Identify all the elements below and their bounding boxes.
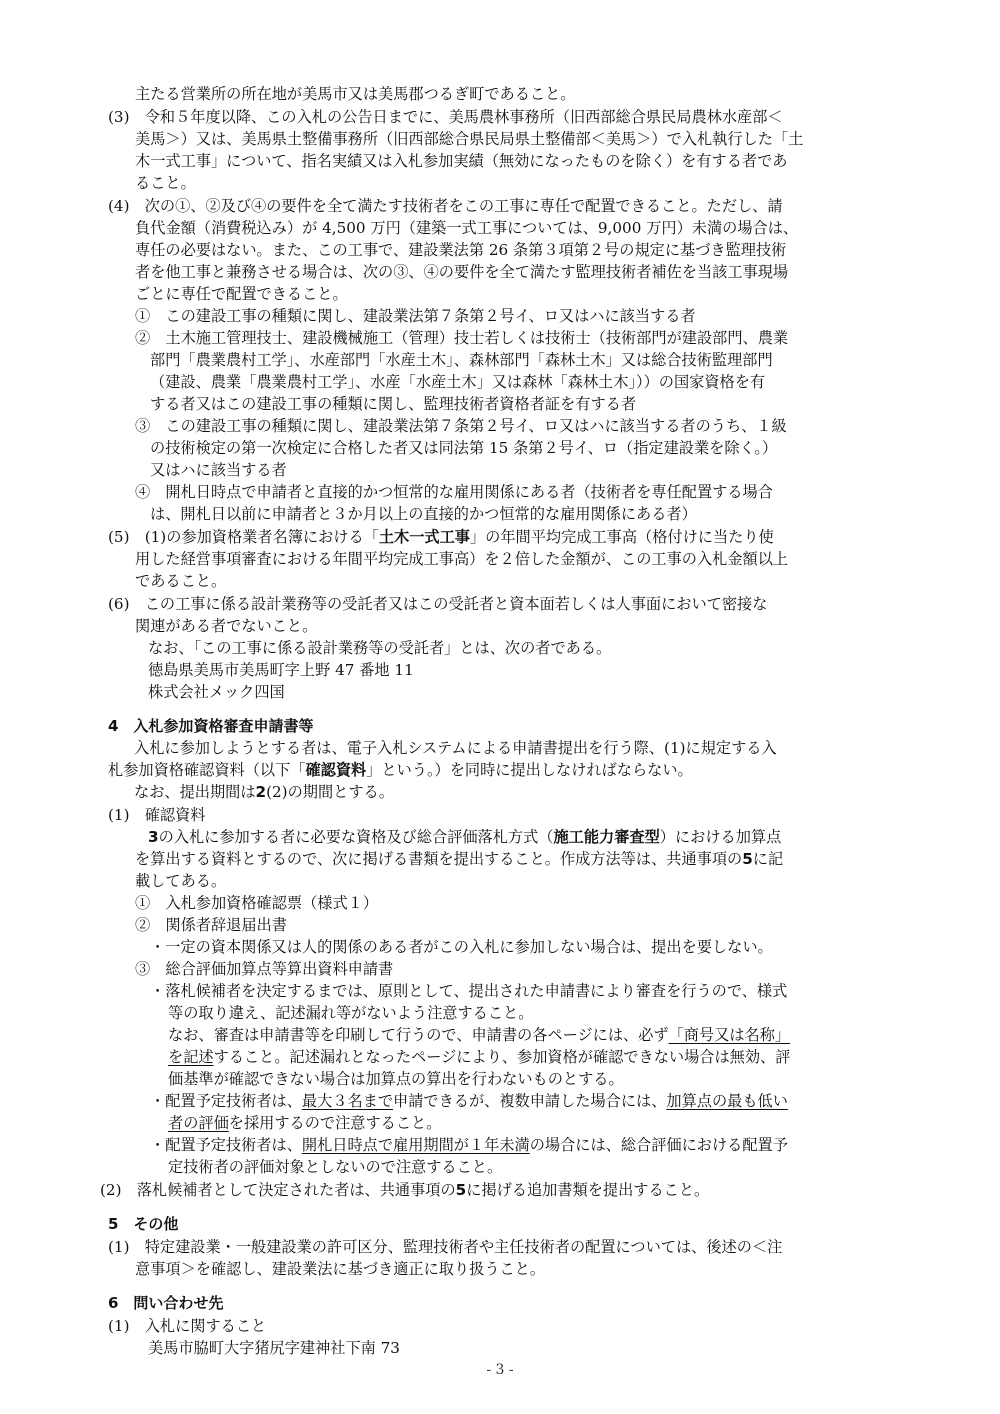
text-segment: 」という。）を同時に提出しなければならない。 xyxy=(366,761,693,779)
text-segment: 札参加資格確認資料（以下「 xyxy=(108,761,306,779)
text-segment: なお、「この工事に係る設計業務等の受託者」とは、次の者である。 xyxy=(148,639,612,657)
text-segment: に記 xyxy=(752,850,784,868)
text-segment: ること。 xyxy=(135,174,196,192)
text-line xyxy=(150,503,697,525)
text-segment: 意事項＞を確認し、建設業法に基づき適正に取り扱うこと。 xyxy=(135,1260,546,1278)
text-line xyxy=(135,83,575,105)
text-segment: (1) 入札に関すること xyxy=(108,1317,267,1335)
text-segment: 株式会社メック四国 xyxy=(148,683,285,701)
text-line xyxy=(150,459,287,481)
text-line xyxy=(148,637,611,659)
text-segment: (1) 確認資料 xyxy=(108,806,206,824)
text-segment: ・配置予定技術者は、 xyxy=(150,1136,302,1154)
section-heading xyxy=(108,715,313,737)
text-segment: なお、審査は申請書等を印刷して行うので、申請書の各ページには、必ず xyxy=(168,1026,669,1044)
text-segment: する者又はこの建設工事の種類に関し、監理技術者資格者証を有する者 xyxy=(150,395,636,413)
text-line xyxy=(108,593,767,615)
text-line xyxy=(168,1112,441,1134)
text-line xyxy=(135,128,803,150)
text-line xyxy=(108,804,205,826)
text-line xyxy=(135,481,773,503)
text-segment: (6) この工事に係る設計業務等の受託者又はこの受託者と資本面若しくは人事面において密接な xyxy=(108,595,768,613)
text-segment: を算出する資料とするので、次に掲げる書類を提出すること。作成方法等は、共通事項の xyxy=(135,850,743,868)
text-segment: ① この建設工事の種類に関し、建設業法第７条第２号イ、ロ又はハに該当する者 xyxy=(135,307,696,325)
text-segment: ③ この建設工事の種類に関し、建設業法第７条第２号イ、ロ又はハに該当する者のうち、１級 xyxy=(135,417,787,435)
text-segment: ② 土木施工管理技士、建設機械施工（管理）技士若しくは技術士（技術部門が建設部門、農業 xyxy=(135,329,789,347)
text-segment: を採用するので注意すること。 xyxy=(228,1114,442,1132)
text-segment: の技術検定の第一次検定に合格した者又は同法第 15 条第２号イ、ロ（指定建設業を除く。） xyxy=(150,439,778,457)
bold-text: 確認資料 xyxy=(305,761,367,779)
text-segment: (2) 落札候補者として決定された者は、共通事項の xyxy=(100,1181,456,1199)
text-segment: (2)の期間とする。 xyxy=(266,783,394,801)
text-segment: 4 入札参加資格審査申請書等 xyxy=(108,717,314,735)
text-line xyxy=(135,1258,545,1280)
text-line xyxy=(134,737,777,759)
text-line xyxy=(168,1068,624,1090)
text-line xyxy=(108,526,774,548)
text-line xyxy=(135,548,788,570)
text-line xyxy=(135,150,787,172)
text-line xyxy=(135,958,393,980)
text-segment: 5 その他 xyxy=(108,1215,179,1233)
text-segment: 等の取り違え、記述漏れ等がないよう注意すること。 xyxy=(168,1004,534,1022)
text-line xyxy=(148,1337,400,1359)
text-segment: 部門「農業農村工学」、水産部門「水産土木」、森林部門「森林土木」又は総合技術監理部門 xyxy=(150,351,773,369)
underlined-text: 「商号又は名称」 xyxy=(668,1026,791,1044)
text-line xyxy=(108,106,783,128)
bold-text: 土木一式工事 xyxy=(378,528,470,546)
text-line xyxy=(108,759,693,781)
text-line xyxy=(135,172,196,194)
text-line xyxy=(148,659,414,681)
text-line xyxy=(150,349,773,371)
underlined-text: 開札日時点で雇用期間が１年未満 xyxy=(301,1136,530,1154)
text-line xyxy=(148,681,285,703)
underlined-text: 加算点の最も低い xyxy=(666,1092,788,1110)
text-segment: ・配置予定技術者は、 xyxy=(150,1092,302,1110)
text-line xyxy=(100,1179,709,1201)
text-segment: (4) 次の①、②及び④の要件を全て満たす技術者をこの工事に専任で配置できること。ただし、請 xyxy=(108,197,783,215)
text-line xyxy=(135,283,348,305)
text-segment: に掲げる追加書類を提出すること。 xyxy=(466,1181,710,1199)
text-segment: の入札に参加する者に必要な資格及び総合評価落札方式（ xyxy=(158,828,554,846)
text-segment: 美馬市脇町大字猪尻字建神社下南 73 xyxy=(148,1339,400,1357)
text-segment: ）における加算点 xyxy=(659,828,782,846)
text-line xyxy=(135,615,317,637)
underlined-text: 最大３名まで xyxy=(301,1092,393,1110)
text-line xyxy=(135,415,787,437)
text-segment: 申請できるが、複数申請した場合には、 xyxy=(393,1092,667,1110)
page-number: - 3 - xyxy=(486,1362,514,1378)
text-segment: 負代金額（消費税込み）が 4,500 万円（建築一式工事については、9,000 万円）未満の場合は、 xyxy=(135,219,799,237)
text-line xyxy=(135,848,783,870)
text-segment: (1) 特定建設業・一般建設業の許可区分、監理技術者や主任技術者の配置については、後述の＜注 xyxy=(108,1238,783,1256)
text-line xyxy=(150,1134,788,1156)
text-line xyxy=(135,305,696,327)
underlined-text: 者の評価 xyxy=(168,1114,229,1132)
text-segment: (3) 令和５年度以降、この入札の公告日までに、美馬農林事務所（旧西部総合県民局農林水産部＜ xyxy=(108,108,783,126)
text-line xyxy=(108,1236,782,1258)
text-segment: 用した経営事項審査における年間平均完成工事高）を２倍した金額が、この工事の入札金額以上 xyxy=(135,550,789,568)
bold-text: 5 xyxy=(742,850,753,868)
text-segment: 」の年間平均完成工事高（格付けに当たり使 xyxy=(469,528,774,546)
text-line xyxy=(135,327,788,349)
text-line xyxy=(108,1315,266,1337)
text-segment: 関連がある者でないこと。 xyxy=(135,617,318,635)
text-line xyxy=(168,1046,790,1068)
text-line xyxy=(150,437,777,459)
text-segment: 木一式工事」について、指名実績又は入札参加実績（無効になったものを除く）を有する者であ xyxy=(135,152,788,170)
text-segment: 又はハに該当する者 xyxy=(150,461,287,479)
text-segment: ・一定の資本関係又は人的関係のある者がこの入札に参加しない場合は、提出を要しない。 xyxy=(150,938,773,956)
text-line xyxy=(135,914,287,936)
text-line xyxy=(135,892,378,914)
text-line xyxy=(150,393,636,415)
underlined-text: を記述 xyxy=(168,1048,214,1066)
text-segment: 専任の必要はない。また、この工事で、建設業法第 26 条第３項第２号の規定に基づき監理技術 xyxy=(135,241,787,259)
text-segment: ごとに専任で配置できること。 xyxy=(135,285,348,303)
text-segment: 主たる営業所の所在地が美馬市又は美馬郡つるぎ町であること。 xyxy=(135,85,576,103)
text-segment: 者を他工事と兼務させる場合は、次の③、④の要件を全て満たす監理技術者補佐を当該工事現場 xyxy=(135,263,789,281)
text-segment: であること。 xyxy=(135,572,227,590)
bold-text: 5 xyxy=(455,1181,467,1199)
bold-text: 2 xyxy=(255,783,267,801)
bold-text: 3 xyxy=(148,828,159,846)
text-segment: 徳島県美馬市美馬町字上野 47 番地 11 xyxy=(148,661,414,679)
text-line xyxy=(150,1090,788,1112)
text-segment: の場合には、総合評価における配置予 xyxy=(529,1136,788,1154)
text-line xyxy=(150,371,765,393)
text-segment: 定技術者の評価対象としないので注意すること。 xyxy=(168,1158,503,1176)
text-segment: ② 関係者辞退届出書 xyxy=(135,916,287,934)
text-segment: 価基準が確認できない場合は加算点の算出を行わないものとする。 xyxy=(168,1070,624,1088)
text-segment: 入札に参加しようとする者は、電子入札システムによる申請書提出を行う際、(1)に規定する入 xyxy=(134,739,777,757)
text-line xyxy=(168,1002,533,1024)
text-segment: ① 入札参加資格確認票（様式１） xyxy=(135,894,378,912)
text-line xyxy=(150,936,773,958)
text-segment: なお、提出期間は xyxy=(134,783,256,801)
text-line xyxy=(168,1024,790,1046)
text-line xyxy=(135,570,226,592)
text-segment: （建設、農業「農業農村工学」、水産「水産土木」又は森林「森林土木」））の国家資格を有 xyxy=(150,373,766,391)
text-segment: 載してある。 xyxy=(135,872,227,890)
text-segment: ・落札候補者を決定するまでは、原則として、提出された申請書により審査を行うので、様式 xyxy=(150,982,788,1000)
text-line xyxy=(135,261,788,283)
text-segment: は、開札日以前に申請者と３か月以上の直接的かつ恒常的な雇用関係にある者） xyxy=(150,505,697,523)
text-line xyxy=(108,195,783,217)
text-line xyxy=(150,980,787,1002)
text-segment: すること。記述漏れとなったページにより、参加資格が確認できない場合は無効、評 xyxy=(213,1048,791,1066)
section-heading xyxy=(108,1292,223,1314)
text-line xyxy=(168,1156,502,1178)
text-segment: (5) (1)の参加資格業者名簿における「 xyxy=(108,528,379,546)
text-segment: 6 問い合わせ先 xyxy=(108,1294,224,1312)
text-line xyxy=(148,826,781,848)
text-segment: 美馬＞）又は、美馬県土整備事務所（旧西部総合県民局県土整備部＜美馬＞）で入札執行した「土 xyxy=(135,130,804,148)
text-line xyxy=(134,781,394,803)
bold-text: 施工能力審査型 xyxy=(553,828,660,846)
text-segment: ③ 総合評価加算点等算出資料申請書 xyxy=(135,960,394,978)
text-line xyxy=(135,239,786,261)
section-heading xyxy=(108,1213,178,1235)
text-line xyxy=(135,217,798,239)
text-segment: ④ 開札日時点で申請者と直接的かつ恒常的な雇用関係にある者（技術者を専任配置する場合 xyxy=(135,483,773,501)
text-line xyxy=(135,870,226,892)
